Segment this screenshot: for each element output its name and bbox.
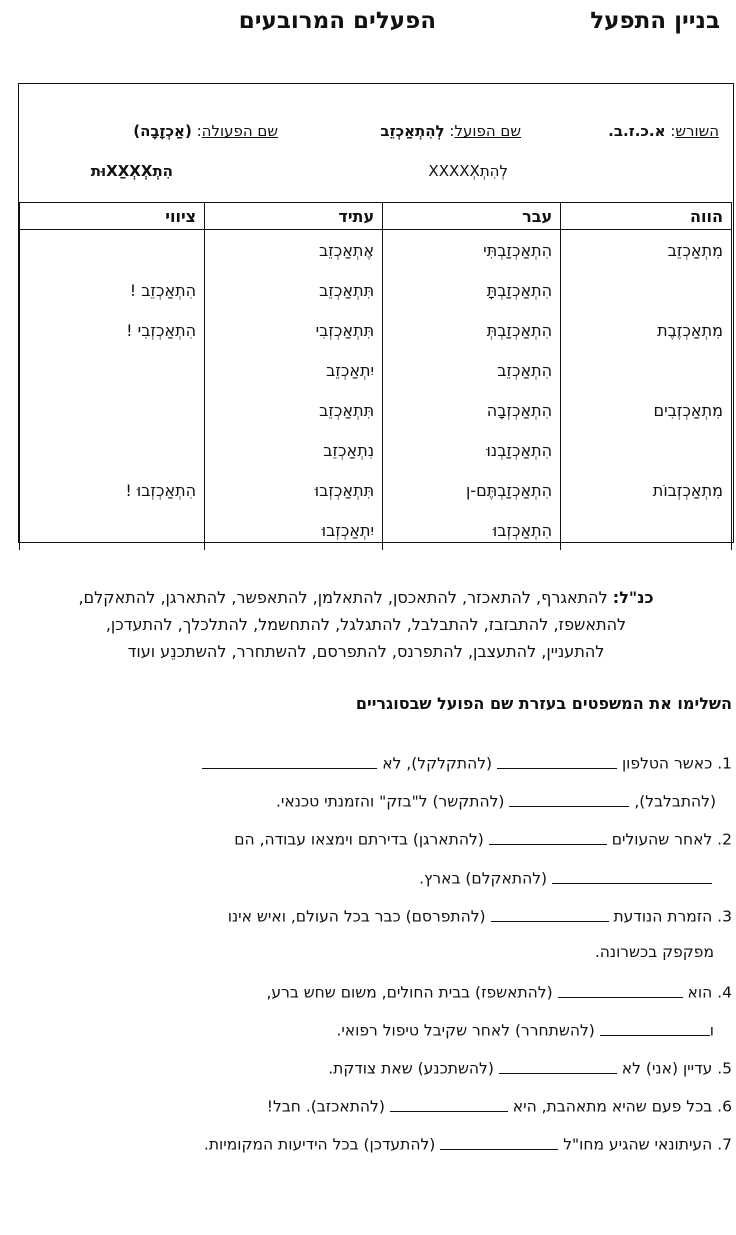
exercise-7 (204, 1133, 732, 1154)
cell-future: אֶתְאַכְזֵב (205, 230, 383, 271)
exercise-text: (להתאכזב). חבל! (266, 1097, 385, 1116)
exercise-text: (להתקלקל), לא (382, 754, 493, 773)
exercise-1-line-1 (202, 752, 732, 773)
cell-imperative: הִתְאַכְזֵב ! (20, 270, 205, 310)
instruction: השלימו את המשפטים בעזרת שם הפועל שבסוגריים (355, 694, 732, 713)
root-value: א.כ.ז.ב. (608, 122, 666, 140)
similar-verbs-label: כנ"ל: (612, 588, 654, 607)
cell-imperative (20, 230, 205, 271)
verbal-noun-row (133, 122, 278, 140)
conjugation-box (18, 83, 734, 543)
exercise-3-line-1 (228, 905, 732, 926)
answer-blank[interactable] (499, 1057, 617, 1074)
cell-future: יִתְאַכְזֵב (205, 350, 383, 390)
exercise-1-line-2 (276, 790, 716, 811)
infinitive-row (380, 122, 521, 140)
similar-verbs (0, 584, 732, 665)
exercise-text: 6. בכל פעם שהיא מתאהבת, היא (512, 1097, 732, 1116)
exercise-text: 1. כאשר הטלפון (621, 754, 732, 773)
exercise-4-line-2 (336, 1019, 714, 1040)
table-header-row (20, 203, 732, 230)
verbal-noun-pattern: הִתְXַXְXְXוּת (90, 162, 173, 180)
exercise-text: 7. העיתונאי שהגיע מחו"ל (563, 1135, 732, 1154)
cell-past: הִתְאַכְזַבְתִּי (383, 230, 561, 271)
answer-blank[interactable] (509, 790, 629, 807)
binyan-title: בניין התפעל (590, 8, 720, 34)
cell-imperative (20, 350, 205, 390)
similar-verbs-line-3: להתעניין, להתעצבן, להתפרנס, להתפרסם, להשתחרר, להשתכנֵע ועוד (127, 642, 605, 661)
exercise-text: 4. הוא (687, 983, 732, 1002)
cell-future: תִּתְאַכְזְבִי (205, 310, 383, 350)
exercise-text: (להשתחרר) לאחר שקיבל טיפול רפואי. (336, 1021, 595, 1040)
cell-past: הִתְאַכְזְבוּ (383, 510, 561, 550)
infinitive-colon: : (449, 122, 455, 140)
exercise-5 (328, 1057, 732, 1078)
exercise-text: 2. לאחר שהעולים (611, 830, 732, 849)
similar-verbs-text-1: להתאגרף, להתאכזר, להתאכסן, להתאלמן, להתאפשר, להתארגן, להתאקלם, (78, 588, 608, 607)
exercise-text: (להתבלבל), (634, 792, 716, 811)
cell-future: יִתְאַכְזְבוּ (205, 510, 383, 550)
cell-present (561, 270, 732, 310)
exercise-text: (להתארגן) בדירתם וימצאו עבודה, הם (234, 830, 484, 849)
answer-blank[interactable] (202, 752, 377, 769)
cell-future: תִּתְאַכְזְבוּ (205, 470, 383, 510)
verbal-noun-value: (אַכְזָבָה) (133, 122, 192, 140)
cell-future: תִּתְאַכְזֵב (205, 270, 383, 310)
cell-present (561, 510, 732, 550)
similar-verbs-line-2: להתאשפז, להתבזבז, להתבלבל, להתגלגל, להתחשמל, להתלכלך, להתעדכן, (105, 615, 627, 634)
exercise-text: (להתפרסם) כבר בכל העולם, ואיש אינו (227, 907, 486, 926)
answer-blank[interactable] (600, 1019, 710, 1036)
table-row (20, 350, 732, 390)
cell-imperative (20, 430, 205, 470)
verbal-noun-label: שם הפעולה (201, 122, 278, 140)
cell-future: נִתְאַכְזֵב (205, 430, 383, 470)
table-row (20, 510, 732, 550)
exercise-6 (267, 1095, 732, 1116)
answer-blank[interactable] (489, 828, 607, 845)
cell-past: הִתְאַכְזַבְתְּ (383, 310, 561, 350)
answer-blank[interactable] (491, 905, 609, 922)
root-row (608, 122, 719, 140)
infinitive-label: שם הפועל (454, 122, 521, 140)
header-past: עבר (383, 203, 561, 230)
verbal-noun-colon: : (196, 122, 202, 140)
header-future: עתיד (205, 203, 383, 230)
exercise-text: (להתאשפז) בבית החולים, משום שחש ברע, (266, 983, 553, 1002)
table-row (20, 390, 732, 430)
infinitive-value: לְהִתְאַכְזֵב (380, 122, 445, 140)
exercise-text: (להשתכנע) שאת צודקת. (328, 1059, 494, 1078)
answer-blank[interactable] (497, 752, 617, 769)
root-colon: : (670, 122, 676, 140)
exercise-2-line-1 (234, 828, 732, 849)
subtitle: הפעלים המרובעים (238, 8, 436, 34)
cell-past: הִתְאַכְזַבְתֶּם-ן (383, 470, 561, 510)
infinitive-pattern: לְהִתְXXXXְX (428, 162, 508, 180)
exercise-text: 5. עדיין (אני) לא (621, 1059, 732, 1078)
exercise-2-line-2 (419, 867, 712, 888)
header-imperative: ציווי (20, 203, 205, 230)
cell-present: מִתְאַכְזֵב (561, 230, 732, 271)
exercise-text: (להתקשר) ל"בזק" והזמנתי טכנאי. (276, 792, 505, 811)
exercise-4-line-1 (266, 981, 732, 1002)
cell-present: מִתְאַכְזְבוֹת (561, 470, 732, 510)
cell-past: הִתְאַכְזַבְנוּ (383, 430, 561, 470)
answer-blank[interactable] (558, 981, 683, 998)
exercise-3-line-2: מפקפק בכשרונה. (594, 943, 714, 961)
cell-imperative (20, 510, 205, 550)
cell-imperative: הִתְאַכְזְבוּ ! (20, 470, 205, 510)
similar-verbs-line-1 (0, 584, 732, 611)
conjugation-table (19, 202, 732, 550)
exercise-text: (להתאקלם) בארץ. (419, 869, 548, 888)
table-row (20, 430, 732, 470)
cell-present: מִתְאַכְזֶבֶת (561, 310, 732, 350)
cell-past: הִתְאַכְזֵב (383, 350, 561, 390)
cell-past: הִתְאַכְזַבְתָּ (383, 270, 561, 310)
cell-imperative (20, 390, 205, 430)
table-row (20, 230, 732, 271)
exercise-text: (להתעדכן) בכל הידיעות המקומיות. (203, 1135, 436, 1154)
cell-present (561, 350, 732, 390)
answer-blank[interactable] (552, 867, 712, 884)
cell-past: הִתְאַכְזְבָה (383, 390, 561, 430)
answer-blank[interactable] (390, 1095, 508, 1112)
table-row (20, 310, 732, 350)
root-label: השורש (675, 122, 719, 140)
table-row (20, 270, 732, 310)
answer-blank[interactable] (440, 1133, 558, 1150)
exercise-text: ו (709, 1021, 714, 1040)
exercise-text: 3. הזמרת הנודעת (613, 907, 732, 926)
table-row (20, 470, 732, 510)
cell-imperative: הִתְאַכְזְבִי ! (20, 310, 205, 350)
cell-present (561, 430, 732, 470)
cell-present: מִתְאַכְזְבִים (561, 390, 732, 430)
header-present: הווה (561, 203, 732, 230)
cell-future: תִּתְאַכְזֵב (205, 390, 383, 430)
